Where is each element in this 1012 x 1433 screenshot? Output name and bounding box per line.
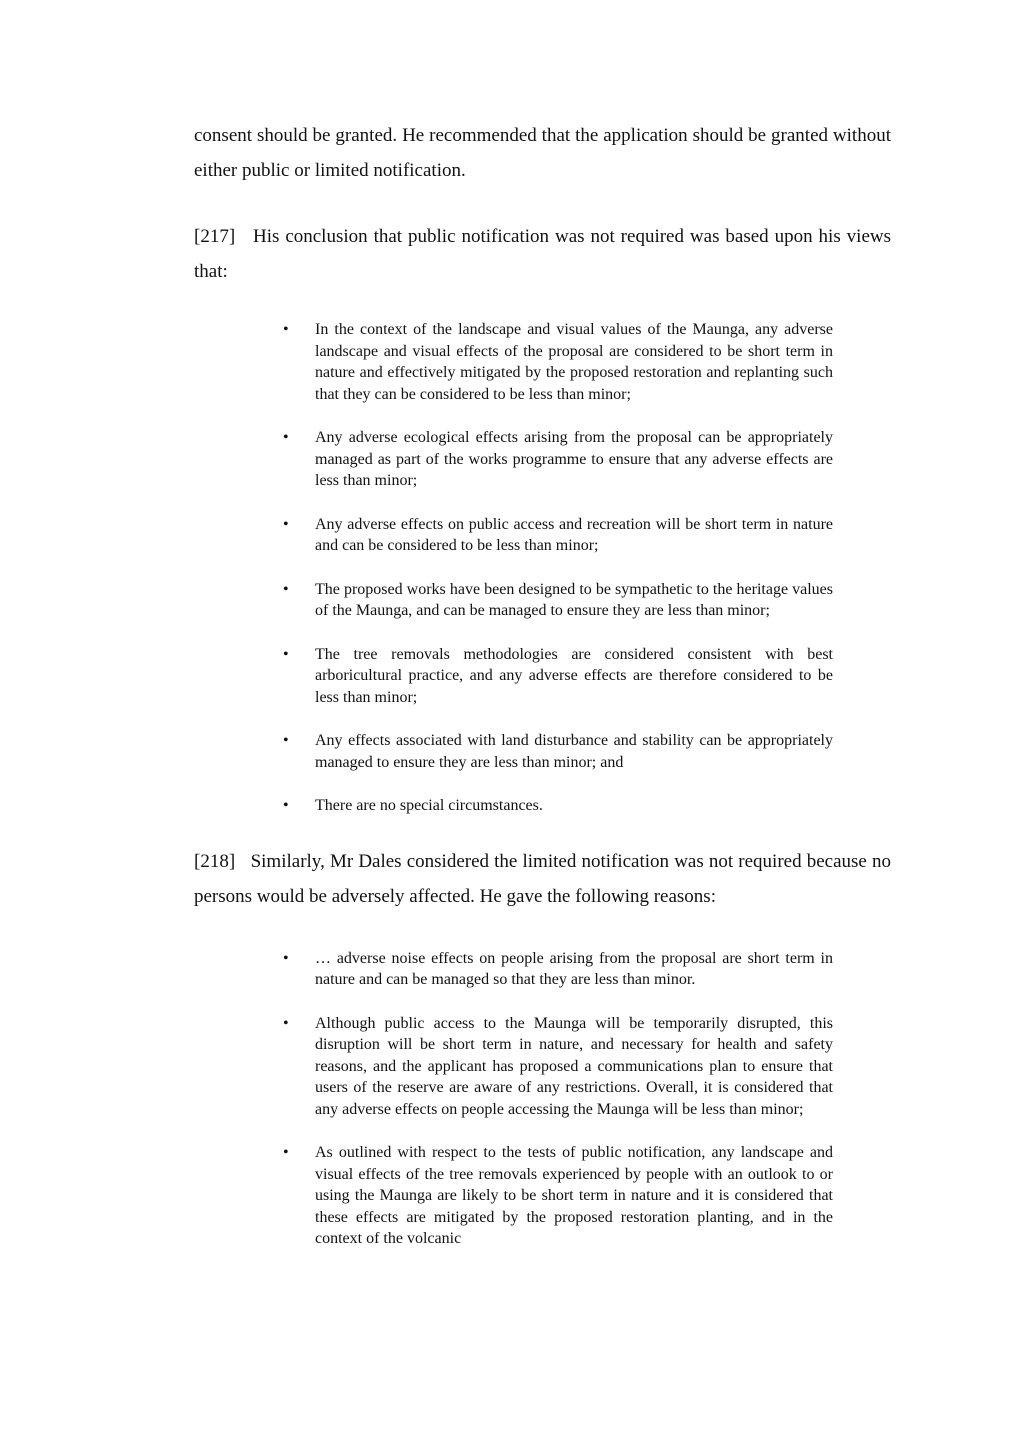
public-notification-views-list: [283, 319, 833, 817]
list-item: [283, 644, 833, 709]
list-item-text: Any effects associated with land disturbance and stability can be appropriately managed to ensure they are less than minor; and: [315, 732, 833, 771]
list-item-text: Any adverse effects on public access and recreation will be short term in nature and can be considered to be less than minor;: [315, 515, 833, 554]
bullet-icon: •: [283, 645, 289, 663]
list-item-text: In the context of the landscape and visual values of the Maunga, any adverse landscape and visual effects of the proposal are considered to be short term in nature and effectively mitigated by the proposed restoration and replanting such that they can be considered to be less than minor;: [315, 321, 833, 403]
list-item: [283, 427, 833, 492]
list-item: [283, 579, 833, 622]
list-item: [283, 795, 833, 817]
list-item: [283, 1013, 833, 1121]
document-page: [194, 118, 891, 1250]
list-item: [283, 514, 833, 557]
paragraph-number-217: [217]: [194, 226, 236, 247]
bullet-icon: •: [283, 429, 289, 446]
paragraph-217: [194, 219, 891, 289]
list-item: [283, 730, 833, 773]
bullet-icon: •: [283, 1144, 289, 1161]
list-item-text: The proposed works have been designed to be sympathetic to the heritage values of the Maunga, and can be managed to ensure they are less than minor;: [315, 580, 833, 619]
list-item-text: There are no special circumstances.: [315, 797, 543, 814]
list-item-text: The tree removals methodologies are considered consistent with best arboricultural practice, and any adverse effects are therefore considered to be less than minor;: [315, 645, 833, 706]
paragraph-continuation: consent should be granted. He recommended that the application should be granted without either public or limited notification.: [194, 125, 891, 181]
list-item-text: … adverse noise effects on people arising from the proposal are short term in nature and can be managed so that they are less than minor.: [315, 949, 833, 988]
paragraph-number-218: [218]: [194, 850, 236, 872]
paragraph-217-text: His conclusion that public notification was not required was based upon his views that:: [194, 226, 892, 282]
list-item-text: As outlined with respect to the tests of public notification, any landscape and visual effects of the tree removals experienced by people with an outlook to or using the Maunga are likely to be short term in nature and it is considered that these effects are mitigated by the proposed restoration planting, and in the context of the volcanic: [315, 1144, 833, 1247]
bullet-icon: •: [283, 1014, 289, 1032]
list-item: [283, 948, 833, 991]
list-item: [283, 319, 833, 405]
paragraph-218: [194, 844, 891, 914]
bullet-icon: •: [283, 949, 289, 967]
list-item-text: Although public access to the Maunga will be temporarily disrupted, this disruption will be short term in nature, and necessary for health and safety reasons, and the applicant has proposed a communications plan to ensure that users of the reserve are aware of any restrictions. Overall, it is considered that any adverse effects on people accessing the Maunga will be less than minor;: [315, 1014, 833, 1118]
paragraph-218-text: Similarly, Mr Dales considered the limited notification was not required because no persons would be adversely affected. He gave the following reasons:: [194, 850, 891, 907]
bullet-icon: •: [283, 515, 289, 533]
bullet-icon: •: [283, 732, 289, 749]
bullet-icon: •: [283, 797, 289, 814]
limited-notification-reasons-list: [283, 948, 833, 1250]
list-item: [283, 1142, 833, 1250]
bullet-icon: •: [283, 321, 289, 338]
bullet-icon: •: [283, 580, 289, 598]
list-item-text: Any adverse ecological effects arising from the proposal can be appropriately managed as part of the works programme to ensure that any adverse effects are less than minor;: [315, 429, 833, 489]
